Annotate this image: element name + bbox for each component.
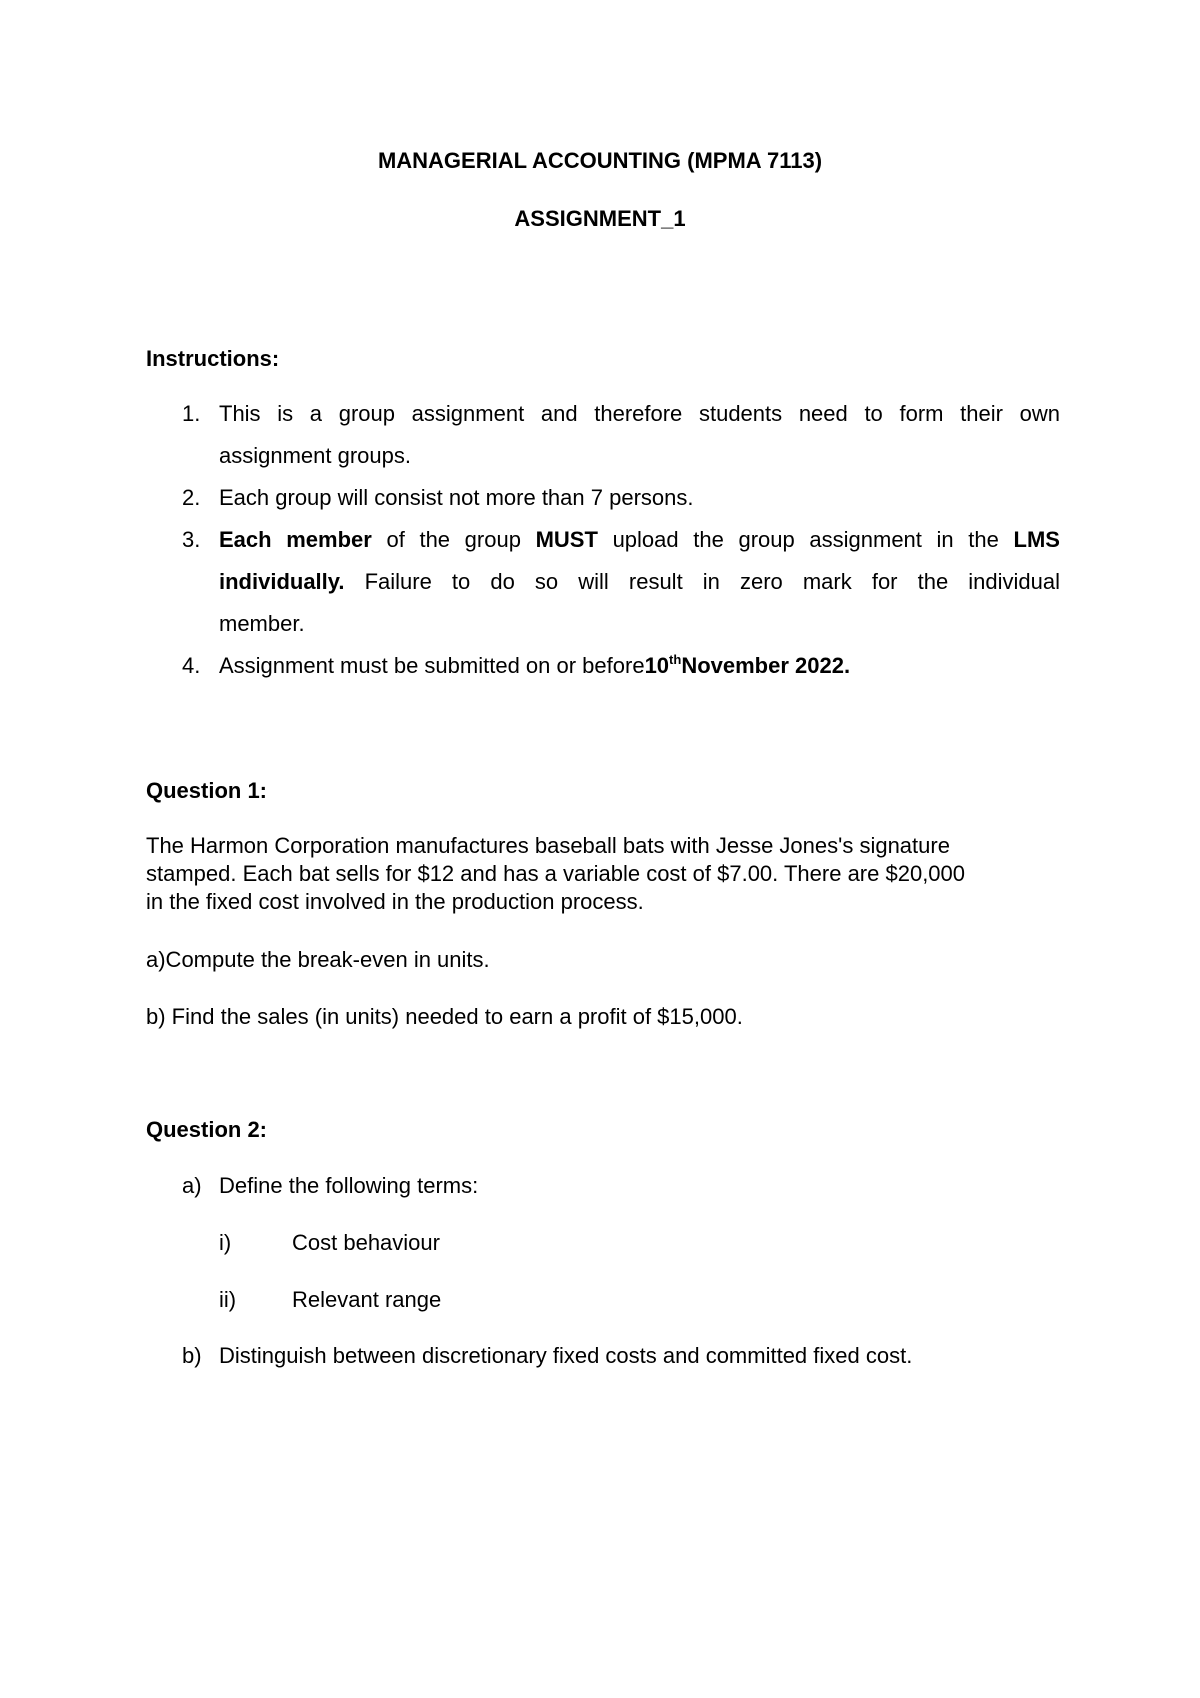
instruction-number: 1. [182, 401, 201, 426]
question-1-part-b: b) Find the sales (in units) needed to earn a profit of $15,000. [146, 1004, 743, 1029]
instruction-item-1 [146, 393, 1060, 477]
instruction-text-line [219, 519, 1060, 561]
emphasis-each-member: Each member [219, 527, 372, 552]
question-2-part-b-text: Distinguish between discretionary fixed costs and committed fixed cost. [219, 1343, 913, 1368]
instruction-text-line: assignment groups. [219, 443, 411, 468]
question-1-part-a: a)Compute the break-even in units. [146, 947, 490, 972]
instruction-item-3 [146, 519, 1060, 645]
question-1-body-line: in the fixed cost involved in the production process. [146, 889, 644, 914]
question-2-part-b-label: b) [182, 1343, 202, 1368]
instructions-heading: Instructions: [146, 346, 280, 371]
emphasis-individually: individually. [219, 569, 345, 594]
question-2-part-a-label: a) [182, 1173, 202, 1198]
instruction-number: 4. [182, 653, 201, 678]
instruction-item-2 [146, 477, 1060, 519]
course-title: MANAGERIAL ACCOUNTING (MPMA 7113) [377, 148, 823, 173]
emphasis-must: MUST [535, 527, 598, 552]
instruction-text-segment: Failure to do so will result in zero mark for the individual [344, 569, 1060, 594]
term-label: ii) [219, 1287, 237, 1312]
instruction-item-4 [146, 645, 1060, 687]
instruction-text-segment: upload the group assignment in the [597, 527, 1014, 552]
term-text: Relevant range [292, 1287, 442, 1312]
question-1-body-line: stamped. Each bat sells for $12 and has a variable cost of $7.00. There are $20,000 [146, 861, 966, 886]
instruction-number: 3. [182, 527, 201, 552]
deadline-day: 10 [644, 653, 670, 678]
deadline-month-year: November 2022. [681, 653, 851, 678]
question-1-body-line: The Harmon Corporation manufactures baseball bats with Jesse Jones's signature [146, 833, 950, 858]
question-1-heading: Question 1: [146, 778, 268, 803]
question-2-heading: Question 2: [146, 1117, 268, 1142]
term-label: i) [219, 1230, 232, 1255]
assignment-title: ASSIGNMENT_1 [514, 206, 686, 231]
instruction-text: Each group will consist not more than 7 persons. [219, 485, 694, 510]
instruction-text-segment: of the group [371, 527, 536, 552]
instruction-number: 2. [182, 485, 201, 510]
term-text: Cost behaviour [292, 1230, 440, 1255]
deadline-day-suffix: th [669, 652, 682, 667]
question-1-body [146, 832, 1060, 916]
instructions-list [146, 393, 1060, 687]
instruction-text-line: member. [219, 611, 305, 636]
instruction-text-line [219, 645, 1060, 687]
instruction-text-segment: Assignment must be submitted on or before [219, 653, 645, 678]
emphasis-lms: LMS [1013, 527, 1060, 552]
instruction-text-line: This is a group assignment and therefore students need to form their own [219, 401, 1060, 426]
question-2-part-a-text: Define the following terms: [219, 1173, 479, 1198]
instruction-text-line [219, 561, 1060, 603]
